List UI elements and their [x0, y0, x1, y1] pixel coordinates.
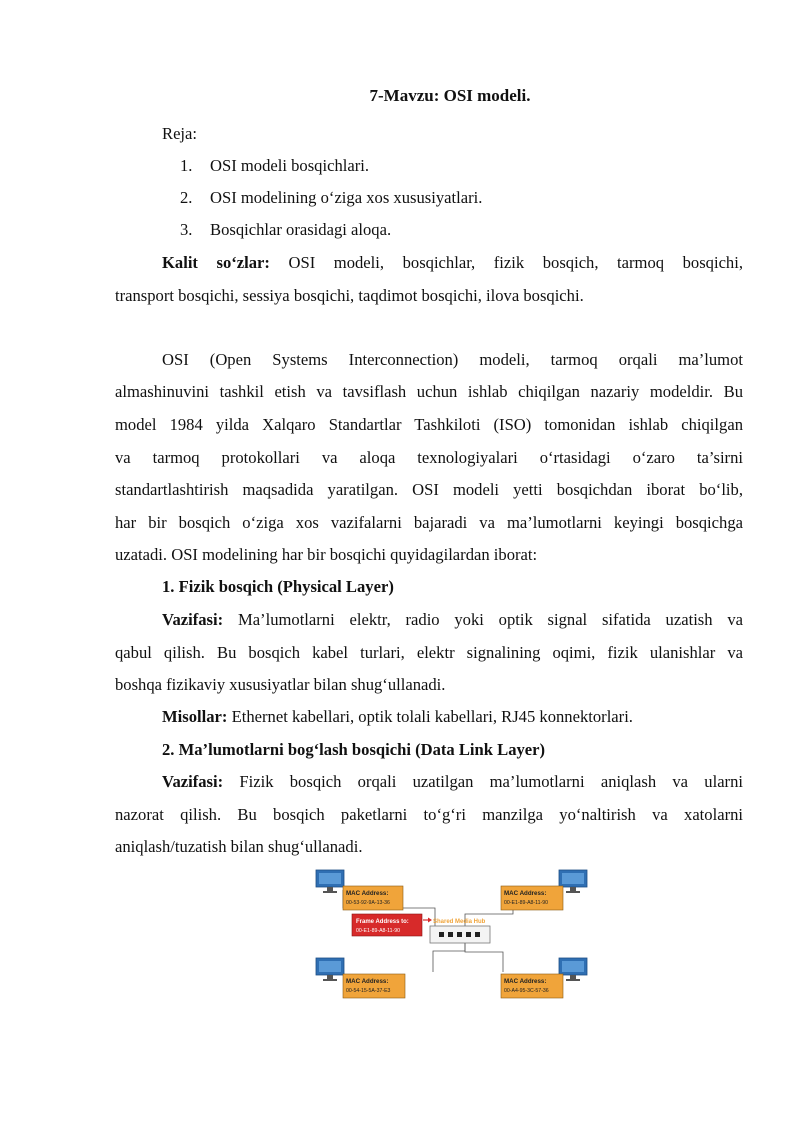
plan-item-1 [180, 156, 369, 176]
mac-value-bottom-left: 00-54-15-5A-37-E3 [346, 988, 391, 994]
hub-port [457, 932, 462, 937]
mac-label: MAC Address: [504, 978, 547, 985]
keywords-line-2: transport bosqichi, sessiya bosqichi, taqdimot bosqichi, ilova bosqichi. [115, 286, 584, 305]
plan-label: Reja: [162, 124, 198, 143]
layer1-heading-text: 1. Fizik bosqich (Physical Layer) [162, 577, 394, 596]
plan-item-text: Bosqichlar orasidagi aloqa. [210, 220, 392, 239]
intro-line-6: har bir bosqich o‘ziga xos vazifalarni bajaradi va ma’lumotlarni keyingi bosqichga [115, 513, 743, 532]
layer1-task-line-1 [162, 610, 743, 630]
plan-item-3 [180, 220, 391, 240]
mac-value-bottom-right: 00-A4-95-3C-57-36 [504, 988, 549, 994]
arrow-head-icon [428, 918, 432, 923]
layer2-task-line-1 [162, 772, 743, 792]
hub-port [448, 932, 453, 937]
layer2-heading-text: 2. Ma’lumotlarni bog‘lash bosqichi (Data Link Layer) [162, 740, 546, 759]
plan-item-number: 2. [180, 188, 193, 207]
hub-port [475, 932, 480, 937]
layer2-task-text: Fizik bosqich orqali uzatilgan ma’lumotlarni aniqlash va ularni [239, 772, 743, 791]
layer1-heading [162, 577, 743, 597]
plan-item-number: 3. [180, 220, 193, 239]
layer2-task-line-2: nazorat qilish. Bu bosqich paketlarni to‘g‘ri manzilga yo‘naltirish va xatolarni [115, 805, 743, 824]
intro-line-7: uzatadi. OSI modelining har bir bosqichi quyidagilardan iborat: [115, 545, 538, 564]
layer1-task-text: Ma’lumotlarni elektr, radio yoki optik signal sifatida uzatish va [237, 610, 743, 629]
frame-address-value: 00-E1-89-A8-11-90 [356, 928, 401, 934]
layer2-heading [162, 740, 743, 760]
plan-item-text: OSI modelining o‘ziga xos xususiyatlari. [210, 188, 483, 207]
mac-label: MAC Address: [346, 890, 389, 897]
mac-value-top-left: 00-53-92-9A-13-36 [346, 900, 390, 906]
shared-media-hub-diagram [315, 868, 590, 1002]
layer1-examples-label: Misollar: [162, 707, 228, 726]
layer1-task-line-3: boshqa fizikaviy xususiyatlar bilan shug‘ullanadi. [115, 675, 446, 694]
layer1-task-label: Vazifasi: [162, 610, 224, 629]
plan-item-2 [180, 188, 482, 208]
intro-line-3: model 1984 yilda Xalqaro Standartlar Tashkiloti (ISO) tomonidan ishlab chiqilgan [115, 415, 743, 434]
plan-item-number: 1. [180, 156, 193, 175]
hub-port [466, 932, 471, 937]
layer2-task-label: Vazifasi: [162, 772, 224, 791]
keywords-text: OSI modeli, bosqichlar, fizik bosqich, tarmoq bosqichi, [288, 253, 743, 272]
hub-port [439, 932, 444, 937]
layer1-task-line-2: qabul qilish. Bu bosqich kabel turlari, elektr signalining oqimi, fizik ulanishlar va [115, 643, 743, 662]
keywords-label: Kalit so‘zlar: [162, 253, 270, 272]
hub-label: Shared Media Hub [433, 919, 486, 925]
computer-icon [316, 958, 344, 981]
plan-item-text: OSI modeli bosqichlari. [210, 156, 370, 175]
intro-line-4: va tarmoq protokollari va aloqa texnologiyalari o‘rtasidagi o‘zaro ta’sirni [115, 448, 743, 467]
mac-label: MAC Address: [504, 890, 547, 897]
intro-line-1: OSI (Open Systems Interconnection) modeli, tarmoq orqali ma’lumot [162, 350, 743, 369]
keywords-line-1 [162, 253, 743, 273]
intro-line-5: standartlashtirish maqsadida yaratilgan. OSI modeli yetti bosqichdan iborat bo‘lib, [115, 480, 743, 499]
layer1-examples-text: Ethernet kabellari, optik tolali kabellari, RJ45 konnektorlari. [231, 707, 633, 726]
mac-value-top-right: 00-E1-89-A8-11-90 [504, 900, 549, 906]
mac-label: MAC Address: [346, 978, 389, 985]
frame-address-label: Frame Address to: [356, 919, 409, 925]
page-title: 7-Mavzu: OSI modeli. [369, 86, 531, 105]
layer2-task-line-3: aniqlash/tuzatish bilan shug‘ullanadi. [115, 837, 363, 856]
computer-icon [316, 870, 344, 893]
intro-line-2: almashinuvini tashkil etish va tavsiflash uchun ishlab chiqilgan nazariy modeldir. Bu [115, 382, 743, 401]
layer1-examples [162, 707, 743, 727]
